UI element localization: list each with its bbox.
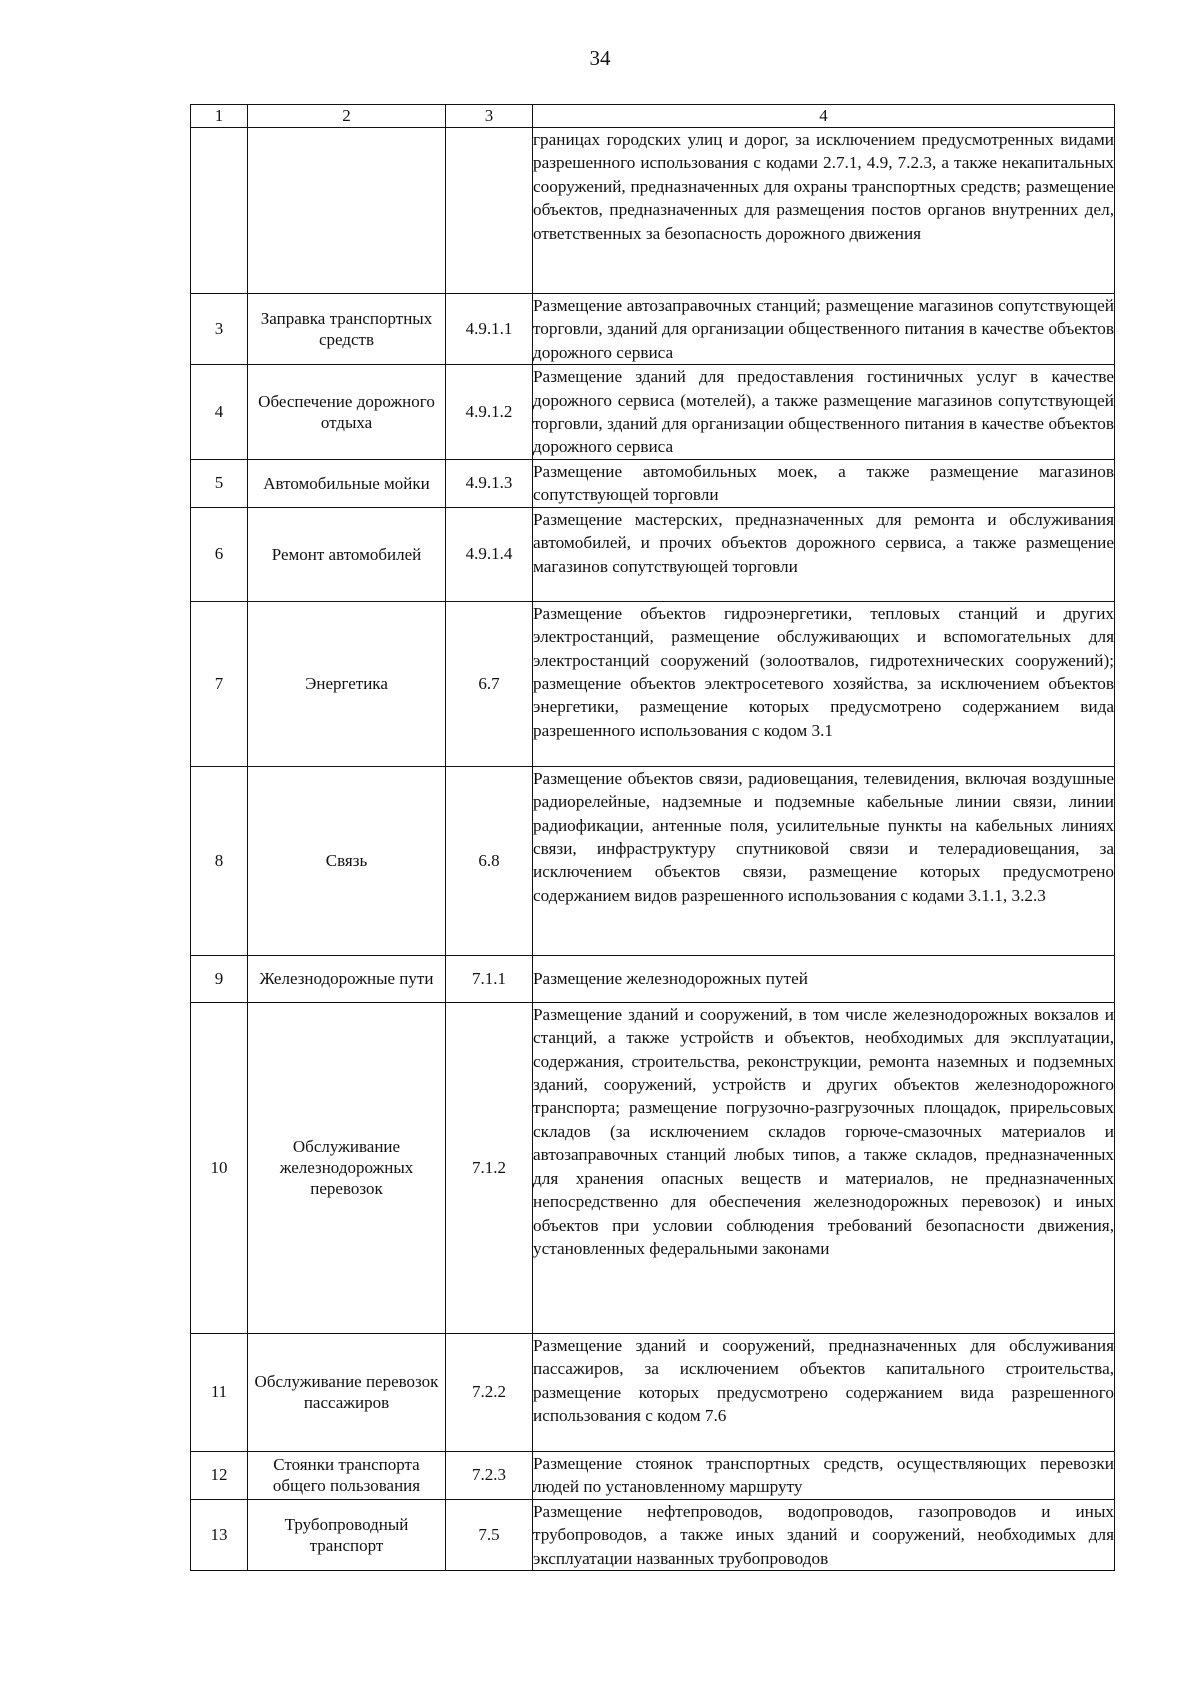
use-type-name: Ремонт автомобилей bbox=[248, 507, 446, 601]
use-type-code: 7.5 bbox=[446, 1499, 533, 1570]
row-number: 13 bbox=[191, 1499, 248, 1570]
header-row bbox=[191, 105, 1115, 128]
use-type-description: Размещение автомобильных моек, а также размещение магазинов сопутствующей торговли bbox=[533, 459, 1115, 507]
table-row bbox=[191, 601, 1115, 766]
use-type-code bbox=[446, 128, 533, 294]
table-row bbox=[191, 365, 1115, 460]
use-type-description: Размещение железнодорожных путей bbox=[533, 955, 1115, 1002]
use-type-description: границах городских улиц и дорог, за исключением предусмотренных видами разрешенного использования с кодами 2.7.1, 4.9, 7.2.3, а также некапитальных сооружений, предназначенных для охраны транспортных средств; размещение объектов, предназначенных для размещения постов органов внутренних дел, ответственных за безопасность дорожного движения bbox=[533, 128, 1115, 294]
use-type-description: Размещение зданий и сооружений, предназначенных для обслуживания пассажиров, за исключением объектов капитального строительства, размещение которых предусмотрено содержанием вида разрешенного использования с кодом 7.6 bbox=[533, 1333, 1115, 1451]
use-type-name: Автомобильные мойки bbox=[248, 459, 446, 507]
row-number bbox=[191, 128, 248, 294]
use-type-name: Трубопроводный транспорт bbox=[248, 1499, 446, 1570]
use-type-code: 7.1.1 bbox=[446, 955, 533, 1002]
row-number: 4 bbox=[191, 365, 248, 460]
table-row bbox=[191, 459, 1115, 507]
use-type-name: Заправка транспортных средств bbox=[248, 294, 446, 365]
use-type-description: Размещение зданий и сооружений, в том числе железнодорожных вокзалов и станций, а также устройств и объектов, необходимых для эксплуатации, содержания, строительства, реконструкции, ремонта наземных и подземных зданий, сооружений, устройств и других объектов железнодорожного транспорта; размещение погрузочно-разгрузочных площадок, прирельсовых складов (за исключением складов горюче-смазочных материалов и автозаправочных станций любых типов, а также складов, предназначенных для хранения опасных веществ и материалов, не предназначенных непосредственно для обеспечения железнодорожных перевозок) и иных объектов при условии соблюдения требований безопасности движения, установленных федеральными законами bbox=[533, 1002, 1115, 1333]
use-type-code: 7.2.3 bbox=[446, 1451, 533, 1499]
table-row bbox=[191, 507, 1115, 601]
column-header: 1 bbox=[191, 105, 248, 128]
use-type-code: 4.9.1.1 bbox=[446, 294, 533, 365]
row-number: 10 bbox=[191, 1002, 248, 1333]
row-number: 7 bbox=[191, 601, 248, 766]
table-row bbox=[191, 766, 1115, 955]
use-type-code: 7.1.2 bbox=[446, 1002, 533, 1333]
row-number: 12 bbox=[191, 1451, 248, 1499]
use-type-description: Размещение объектов гидроэнергетики, тепловых станций и других электростанций, размещение обслуживающих и вспомогательных для электростанций сооружений (золоотвалов, гидротехнических сооружений); размещение объектов электросетевого хозяйства, за исключением объектов энергетики, размещение которых предусмотрено содержанием вида разрешенного использования с кодом 3.1 bbox=[533, 601, 1115, 766]
use-type-name: Энергетика bbox=[248, 601, 446, 766]
use-type-description: Размещение мастерских, предназначенных для ремонта и обслуживания автомобилей, и прочих объектов дорожного сервиса, а также размещение магазинов сопутствующей торговли bbox=[533, 507, 1115, 601]
use-type-description: Размещение автозаправочных станций; размещение магазинов сопутствующей торговли, зданий для организации общественного питания в качестве объектов дорожного сервиса bbox=[533, 294, 1115, 365]
row-number: 6 bbox=[191, 507, 248, 601]
land-use-table bbox=[190, 104, 1115, 1571]
use-type-name bbox=[248, 128, 446, 294]
use-type-name: Обслуживание железнодорожных перевозок bbox=[248, 1002, 446, 1333]
use-type-code: 4.9.1.2 bbox=[446, 365, 533, 460]
column-header: 4 bbox=[533, 105, 1115, 128]
table-row bbox=[191, 128, 1115, 294]
table-row bbox=[191, 1499, 1115, 1570]
table-row bbox=[191, 294, 1115, 365]
row-number: 9 bbox=[191, 955, 248, 1002]
table-row bbox=[191, 1333, 1115, 1451]
column-header: 3 bbox=[446, 105, 533, 128]
table-row bbox=[191, 955, 1115, 1002]
use-type-name: Железнодорожные пути bbox=[248, 955, 446, 1002]
row-number: 11 bbox=[191, 1333, 248, 1451]
column-header: 2 bbox=[248, 105, 446, 128]
row-number: 5 bbox=[191, 459, 248, 507]
use-type-code: 6.8 bbox=[446, 766, 533, 955]
use-type-code: 4.9.1.4 bbox=[446, 507, 533, 601]
use-type-code: 6.7 bbox=[446, 601, 533, 766]
use-type-description: Размещение объектов связи, радиовещания, телевидения, включая воздушные радиорелейные, надземные и подземные кабельные линии связи, линии радиофикации, антенные поля, усилительные пункты на кабельных линиях связи, инфраструктуру спутниковой связи и телерадиовещания, за исключением объектов связи, размещение которых предусмотрено содержанием видов разрешенного использования с кодами 3.1.1, 3.2.3 bbox=[533, 766, 1115, 955]
use-type-name: Обслуживание перевозок пассажиров bbox=[248, 1333, 446, 1451]
row-number: 3 bbox=[191, 294, 248, 365]
use-type-description: Размещение зданий для предоставления гостиничных услуг в качестве дорожного сервиса (мотелей), а также размещение магазинов сопутствующей торговли, зданий для организации общественного питания в качестве объектов дорожного сервиса bbox=[533, 365, 1115, 460]
row-number: 8 bbox=[191, 766, 248, 955]
use-type-description: Размещение нефтепроводов, водопроводов, газопроводов и иных трубопроводов, а также иных зданий и сооружений, необходимых для эксплуатации названных трубопроводов bbox=[533, 1499, 1115, 1570]
use-type-description: Размещение стоянок транспортных средств, осуществляющих перевозки людей по установленному маршруту bbox=[533, 1451, 1115, 1499]
use-type-code: 7.2.2 bbox=[446, 1333, 533, 1451]
use-type-name: Обеспечение дорожного отдыха bbox=[248, 365, 446, 460]
table-row bbox=[191, 1451, 1115, 1499]
page-number: 34 bbox=[589, 46, 611, 70]
use-type-code: 4.9.1.3 bbox=[446, 459, 533, 507]
use-type-name: Связь bbox=[248, 766, 446, 955]
use-type-name: Стоянки транспорта общего пользования bbox=[248, 1451, 446, 1499]
table-row bbox=[191, 1002, 1115, 1333]
